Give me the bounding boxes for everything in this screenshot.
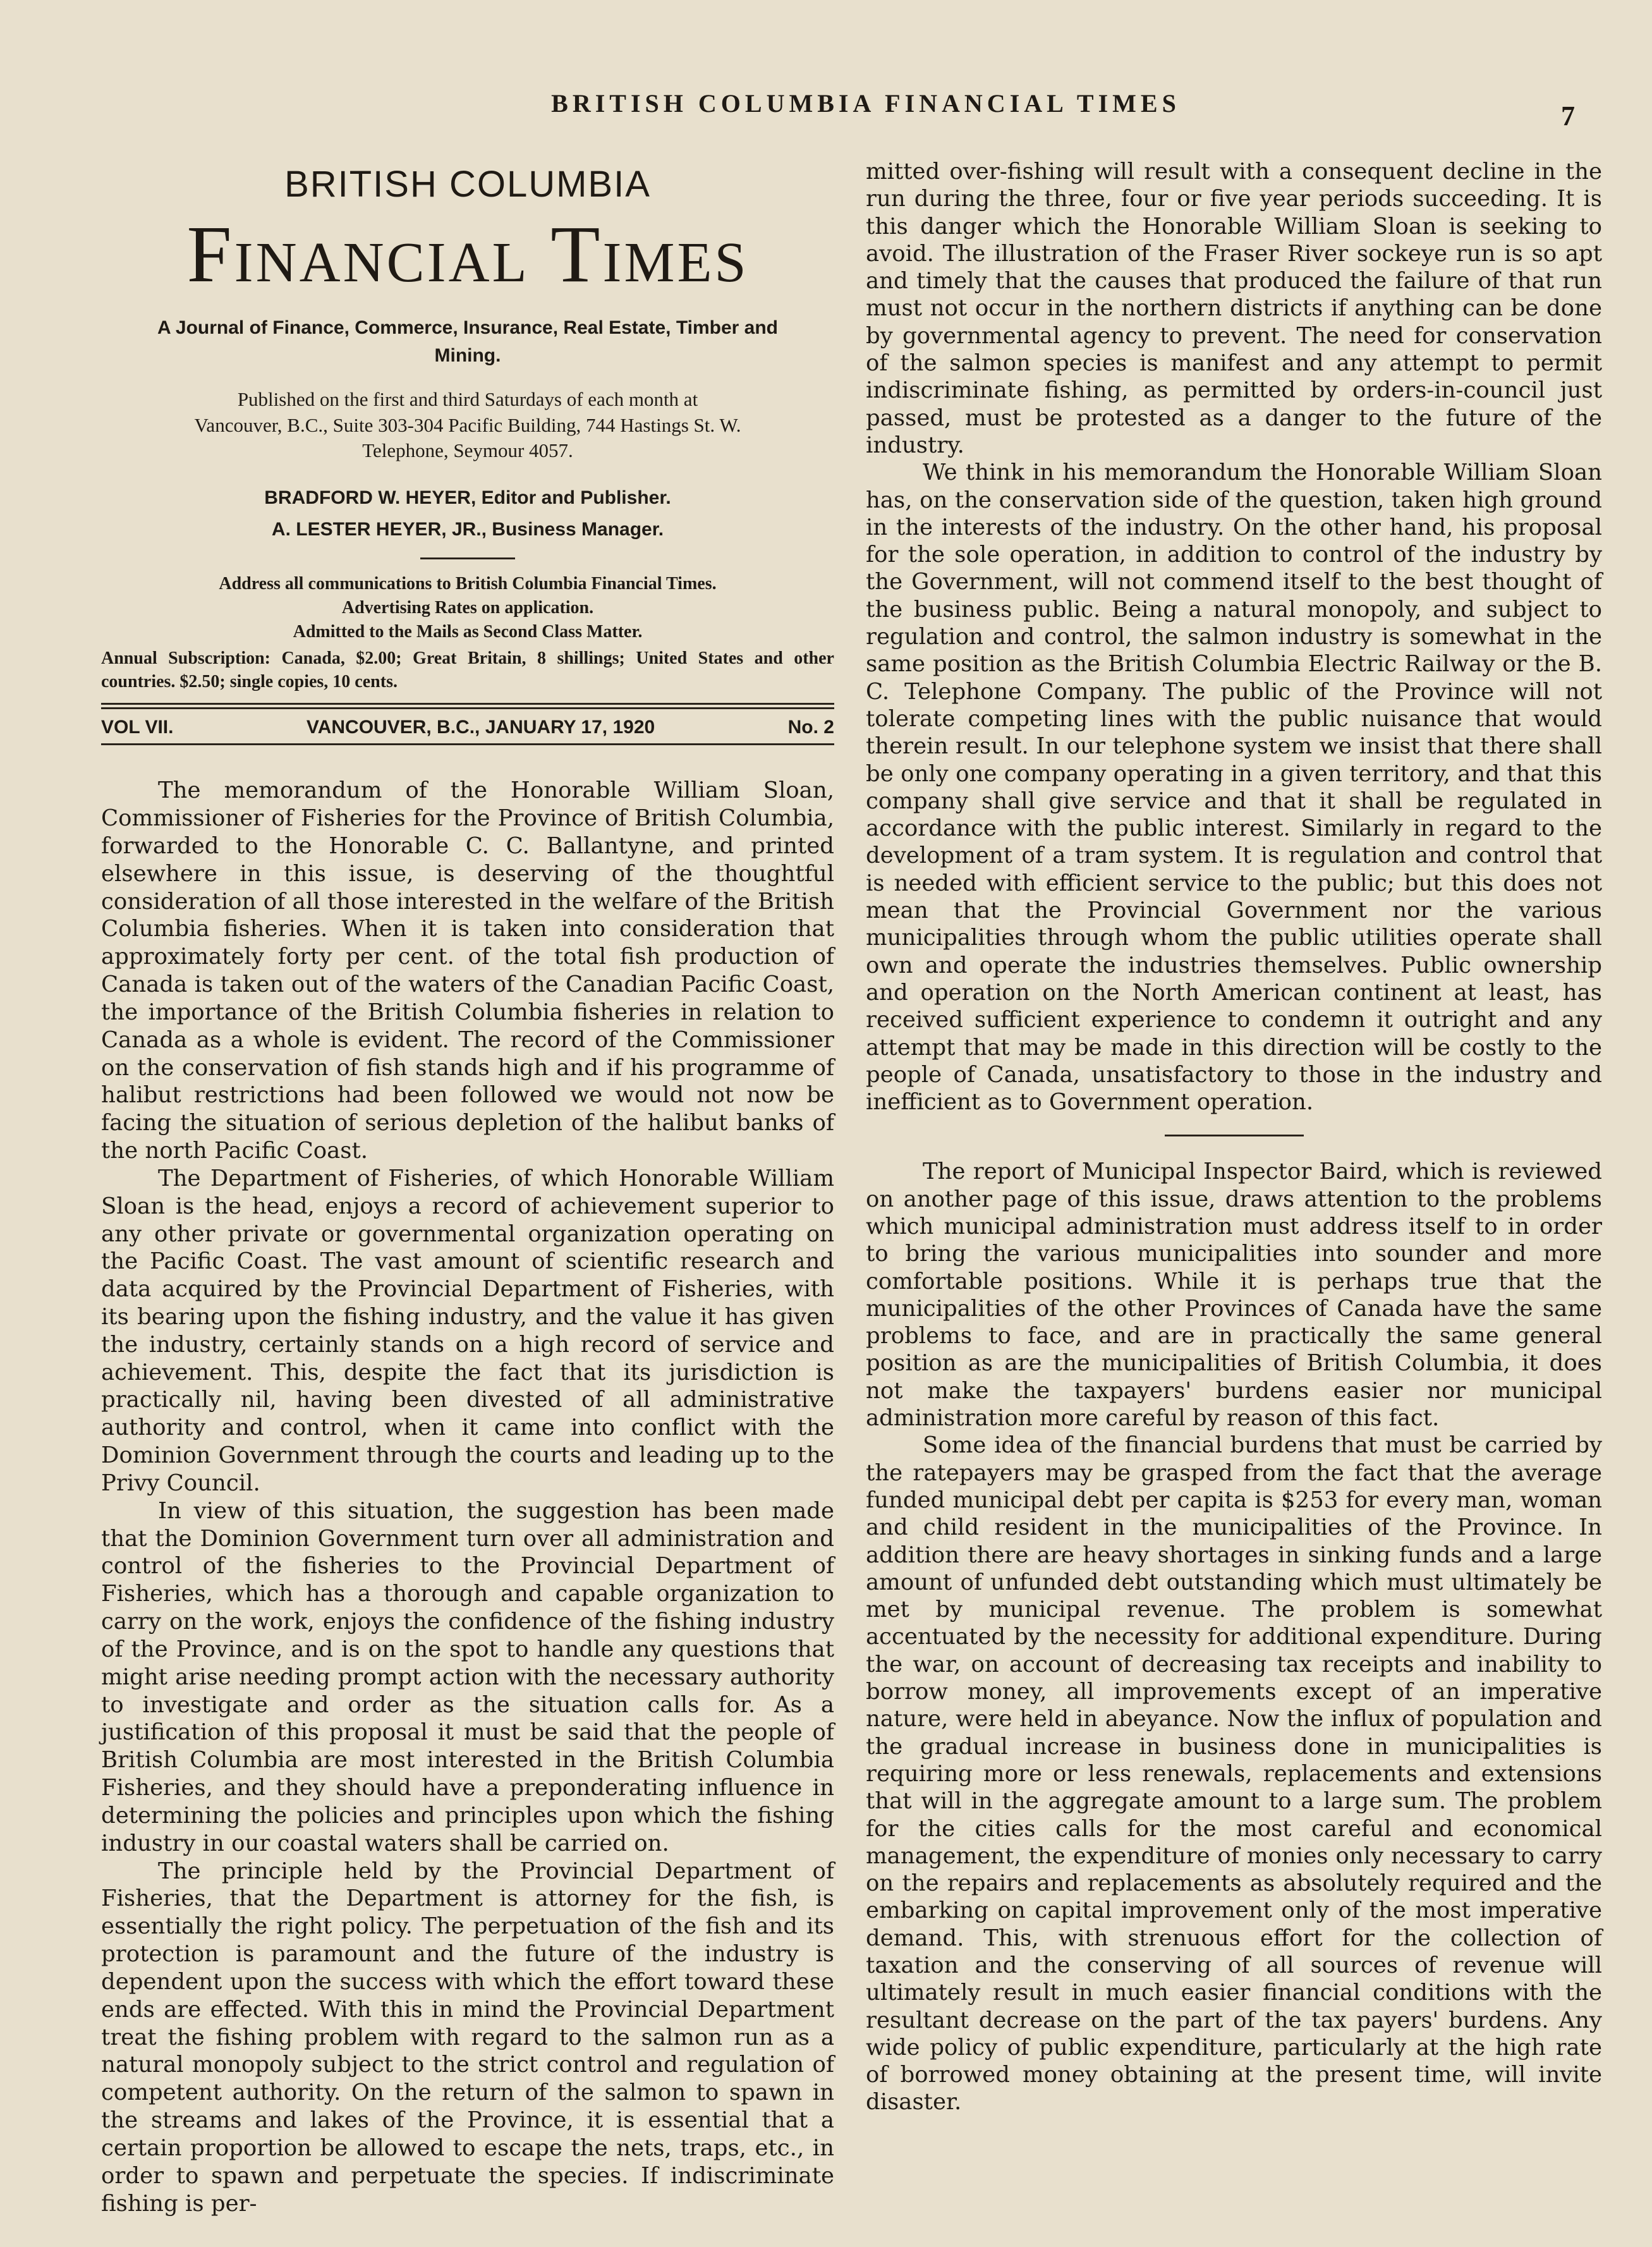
publish-info-line: Published on the first and third Saturdays of each month at (237, 388, 698, 411)
divider (420, 557, 515, 559)
article-paragraph: We think in his memorandum the Honorable William Sloan has, on the conservation side of the question, taken high ground in the interests of the industry. On the other hand, his proposal for the sole operation, in addition to control of the industry by the Government, will not commend itself to the best thought of the business public. Being a natural monopoly, and subject to regulation and control, the salmon industry is somewhat in the same position as the British Columbia Electric Railway or the B. C. Telephone Company. The public of the Province will not tolerate competing lines with the public nuisance that would therein result. In our telephone system we insist that there shall be only one company operating in a given territory, and that this company shall give service and that it shall be regulated in accordance with the public interest. Similarly in regard to the development of a tram system. It is regulation and control that is needed with efficient service to the public; but this does not mean that the Provincial Government nor the various municipalities through whom the public utilities operate shall own and operate the industries themselves. Public ownership and operation on the North American continent at least, has received sufficient experience to condemn it outright and any attempt that may be made in this direction will be costly to the people of Canada, unsatisfactory to those in the industry and inefficient as to Government operation. (866, 460, 1602, 1116)
article-paragraph: The memorandum of the Honorable William Sloan, Commissioner of Fisheries for the Province of British Columbia, forwarded to the Honorable C. C. Ballantyne, and printed elsewhere in this issue, is deserving of the thoughtful consideration of all those interested in the welfare of the British Columbia fisheries. When it is taken into consideration that approximately forty per cent. of the total fish production of Canada is taken out of the waters of the Canadian Pacific Coast, the importance of the British Columbia fisheries in relation to Canada as a whole is evident. The record of the Commissioner on the conservation of fish stands high and if his programme of halibut restrictions had been followed we would not now be facing the situation of serious depletion of the halibut banks of the north Pacific Coast. (101, 777, 834, 1164)
masthead-title: Financial Times (186, 209, 749, 299)
page-number: 7 (1561, 100, 1575, 131)
running-head: BRITISH COLUMBIA FINANCIAL TIMES (551, 89, 1181, 118)
volume: VOL VII. (101, 717, 174, 738)
article-separator (1165, 1135, 1304, 1136)
publish-info (101, 387, 834, 463)
article-paragraph: In view of this situation, the suggestion has been made that the Dominion Government turn over all administration and control of the fisheries to the Provincial Department of Fisheries, which has a thorough and capable organization to carry on the work, enjoys the confidence of the fishing industry of the Province, and is on the spot to handle any questions that might arise needing prompt action with the necessary authority to investigate and order as the situation calls for. As a justification of this proposal it must be said that the people of British Columbia are most interested in the British Columbia Fisheries, and they should have a preponderating influence in determining the policies and principles upon which the fishing industry in our coastal waters shall be carried on. (101, 1497, 834, 1856)
issue-line (101, 709, 834, 743)
article-paragraph: mitted over-fishing will result with a consequent decline in the run during the three, four or five year periods succeeding. It is this danger which the Honorable William Sloan is seeking to avoid. The illustration of the Fraser River sockeye run is so apt and timely that the causes that produced the failure of that run must not occur in the northern districts if anything can be done by governmental agency to prevent. The need for conservation of the salmon species is manifest and any attempt to permit indiscriminate fishing, as permitted by orders-in-council just passed, must be protested as a danger to the future of the industry. (866, 159, 1602, 458)
masthead (101, 163, 834, 745)
masthead-tagline: A Journal of Finance, Commerce, Insurance, Real Estate, Timber and Mining. (157, 317, 778, 366)
left-column (101, 158, 834, 2217)
publish-info-line: Telephone, Seymour 4057. (362, 439, 573, 461)
notice-line: Advertising Rates on application. (341, 598, 594, 618)
subscription-rates: Annual Subscription: Canada, $2.00; Great Britain, 8 shillings; United States and other countries. $2.50; single copies, 10 cents. (101, 648, 834, 692)
right-column (866, 158, 1602, 2116)
notices (101, 572, 834, 643)
article-paragraph: The Department of Fisheries, of which Honorable William Sloan is the head, enjoys a record of achievement superior to any other private or governmental organization operating on the Pacific Coast. The vast amount of scientific research and data acquired by the Provincial Department of Fisheries, with its bearing upon the fishing industry, and the value it has given the industry, certainly stands on a high record of service and achievement. This, despite the fact that its jurisdiction is practically nil, having been divested of all administrative authority and control, when it came into conflict with the Dominion Government through the courts and leading up to the Privy Council. (101, 1165, 834, 1496)
article-paragraph: The report of Municipal Inspector Baird, which is reviewed on another page of this issue, draws attention to the problems which municipal administration must address itself to in order to bring the various municipalities into sounder and more comfortable positions. While it is perhaps true that the municipalities of the other Provinces of Canada have the same problems to face, and are in practically the same general position as are the municipalities of British Columbia, it does not make the taxpayers' burdens easier nor municipal administration more careful by reason of this fact. (866, 1159, 1602, 1432)
issue-place-date: VANCOUVER, B.C., JANUARY 17, 1920 (306, 717, 655, 738)
notice-line: Admitted to the Mails as Second Class Matter. (293, 621, 643, 642)
publish-info-line: Vancouver, B.C., Suite 303-304 Pacific Building, 744 Hastings St. W. (194, 413, 741, 436)
notice-line: Address all communications to British Columbia Financial Times. (219, 574, 717, 594)
manager-line: A. LESTER HEYER, JR., Business Manager. (271, 518, 664, 540)
staff-list (101, 482, 834, 545)
divider (101, 703, 834, 709)
editor-line: BRADFORD W. HEYER, Editor and Publisher. (264, 487, 671, 509)
issue-number: No. 2 (787, 717, 834, 738)
masthead-overline: BRITISH COLUMBIA (284, 164, 651, 205)
article-paragraph: Some idea of the financial burdens that must be carried by the ratepayers may be grasped from the fact that the average funded municipal debt per capita is $253 for every man, woman and child resident in the municipalities of the Province. In addition there are heavy shortages in sinking funds and a large amount of unfunded debt outstanding which must ultimately be met by municipal revenue. The problem is somewhat accentuated by the necessity for additional expenditure. During the war, on account of decreasing tax receipts and inability to borrow money, all improvements except of an imperative nature, were held in abeyance. Now the influx of population and the gradual increase in business done in municipalities is requiring more or less renewals, replacements and extensions that will in the aggregate amount to a large sum. The problem for the cities calls for the most careful and economical management, the expenditure of monies only necessary to carry on the repairs and replacements as absolutely required and the embarking on capital improvement only of the most imperative demand. This, with strenuous effort for the collection of taxation and the conserving of all sources of revenue will ultimately result in much easier financial conditions with the resultant decrease on the part of the tax payers' burdens. Any wide policy of public expenditure, particularly at the high rate of borrowed money obtaining at the present time, will invite disaster. (866, 1432, 1602, 2116)
divider (101, 743, 834, 745)
article-paragraph: The principle held by the Provincial Department of Fisheries, that the Department is attorney for the fish, is essentially the right policy. The perpetuation of the fish and its protection is paramount and the future of the industry is dependent upon the success with which the effort toward these ends are effected. With this in mind the Provincial Department treat the fishing problem with regard to the salmon run as a natural monopoly subject to the strict control and regulation of competent authority. On the return of the salmon to spawn in the streams and lakes of the Province, it is essential that a certain proportion be allowed to escape the nets, traps, etc., in order to spawn and perpetuate the species. If indiscriminate fishing is per- (101, 1858, 834, 2217)
